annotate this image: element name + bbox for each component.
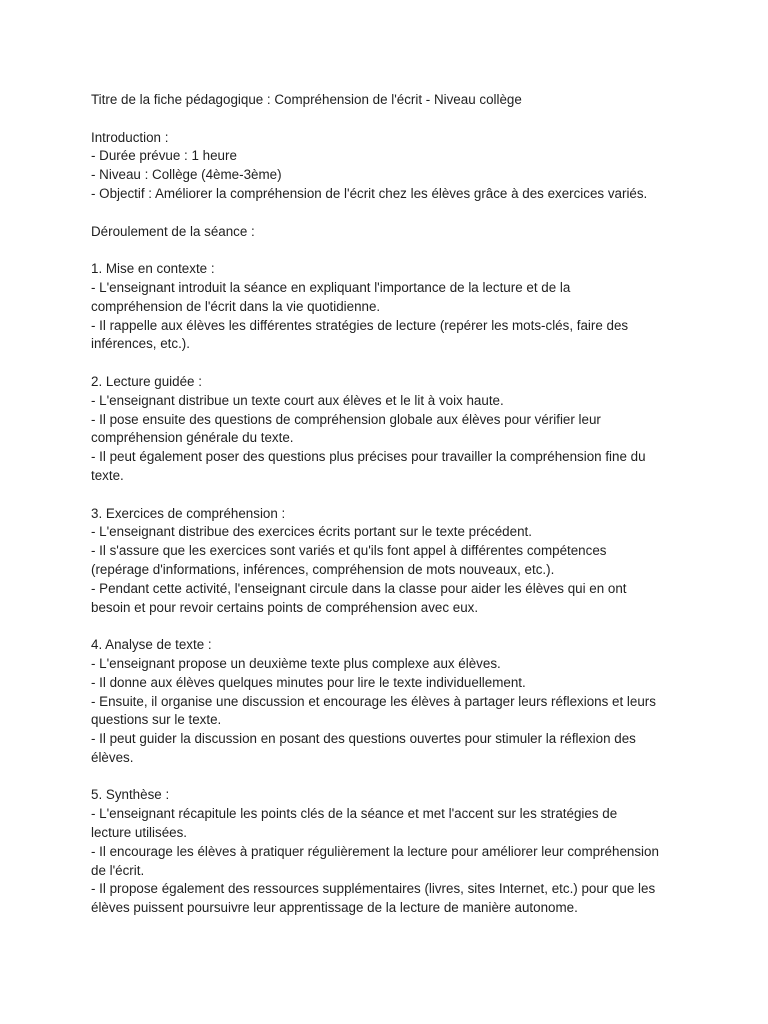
section-line: - Pendant cette activité, l'enseignant circule dans la classe pour aider les élèves qui en ont — [91, 580, 627, 596]
paragraph-gap — [91, 204, 691, 223]
document-title: Titre de la fiche pédagogique : Compréhension de l'écrit - Niveau collège — [91, 92, 522, 107]
section-line: - L'enseignant récapitule les points clés de la séance et met l'accent sur les stratégies de — [91, 806, 618, 822]
section-line: - L'enseignant introduit la séance en expliquant l'importance de la lecture et de la — [91, 279, 571, 295]
introduction-line: - Niveau : Collège (4ème-3ème) — [91, 167, 282, 183]
section-line: - Il peut également poser des questions plus précises pour travailler la compréhension fine du — [91, 449, 646, 465]
section-line: - Il pose ensuite des questions de compréhension globale aux élèves pour vérifier leur — [91, 411, 601, 427]
section-line: - Il rappelle aux élèves les différentes stratégies de lecture (repérer les mots-clés, faire des — [91, 317, 629, 333]
section-line: texte. — [91, 467, 124, 483]
section-analyse — [91, 636, 691, 768]
introduction-heading: Introduction : — [91, 129, 169, 145]
section-line: lecture utilisées. — [91, 825, 188, 841]
paragraph-gap — [91, 617, 691, 636]
section-line: - Il propose également des ressources supplémentaires (livres, sites Internet, etc.) pour que les — [91, 881, 656, 897]
section-mise-en-contexte — [91, 260, 691, 354]
paragraph-gap — [91, 241, 691, 260]
section-synthese — [91, 786, 691, 918]
paragraph-gap — [91, 486, 691, 505]
section-line: - Ensuite, il organise une discussion et encourage les élèves à partager leurs réflexions et leurs — [91, 693, 656, 709]
section-line: - Il s'assure que les exercices sont variés et qu'ils font appel à différentes compétences — [91, 543, 607, 559]
deroulement-heading: Déroulement de la séance : — [91, 223, 255, 239]
section-line: - L'enseignant distribue des exercices écrits portant sur le texte précédent. — [91, 524, 532, 540]
section-heading: 1. Mise en contexte : — [91, 261, 215, 277]
section-line: - Il donne aux élèves quelques minutes pour lire le texte individuellement. — [91, 674, 526, 690]
section-line: de l'écrit. — [91, 862, 145, 878]
section-lecture-guidee — [91, 373, 691, 486]
section-line: besoin et pour revoir certains points de compréhension avec eux. — [91, 599, 479, 615]
section-line: élèves puissent poursuivre leur apprentissage de la lecture de manière autonome. — [91, 900, 578, 916]
section-line: - Il encourage les élèves à pratiquer régulièrement la lecture pour améliorer leur compréhension — [91, 843, 659, 859]
section-heading: 4. Analyse de texte : — [91, 637, 212, 653]
document-page — [91, 91, 691, 918]
section-line: - Il peut guider la discussion en posant des questions ouvertes pour stimuler la réflexion des — [91, 731, 636, 747]
section-line: inférences, etc.). — [91, 336, 190, 352]
paragraph-gap — [91, 110, 691, 129]
section-line: - L'enseignant propose un deuxième texte plus complexe aux élèves. — [91, 655, 501, 671]
introduction-line: - Durée prévue : 1 heure — [91, 148, 237, 164]
section-line: compréhension de l'écrit dans la vie quotidienne. — [91, 298, 381, 314]
section-heading: 2. Lecture guidée : — [91, 373, 202, 389]
section-line: élèves. — [91, 749, 134, 765]
section-heading: 3. Exercices de compréhension : — [91, 505, 286, 521]
section-line: compréhension générale du texte. — [91, 430, 294, 446]
paragraph-gap — [91, 768, 691, 787]
paragraph-gap — [91, 354, 691, 373]
section-line: - L'enseignant distribue un texte court aux élèves et le lit à voix haute. — [91, 392, 504, 408]
section-line: (repérage d'informations, inférences, compréhension de mots nouveaux, etc.). — [91, 561, 555, 577]
introduction-line: - Objectif : Améliorer la compréhension de l'écrit chez les élèves grâce à des exercices variés. — [91, 185, 648, 201]
section-heading: 5. Synthèse : — [91, 787, 170, 803]
introduction-section — [91, 129, 691, 204]
section-line: questions sur le texte. — [91, 712, 222, 728]
section-exercices — [91, 505, 691, 618]
